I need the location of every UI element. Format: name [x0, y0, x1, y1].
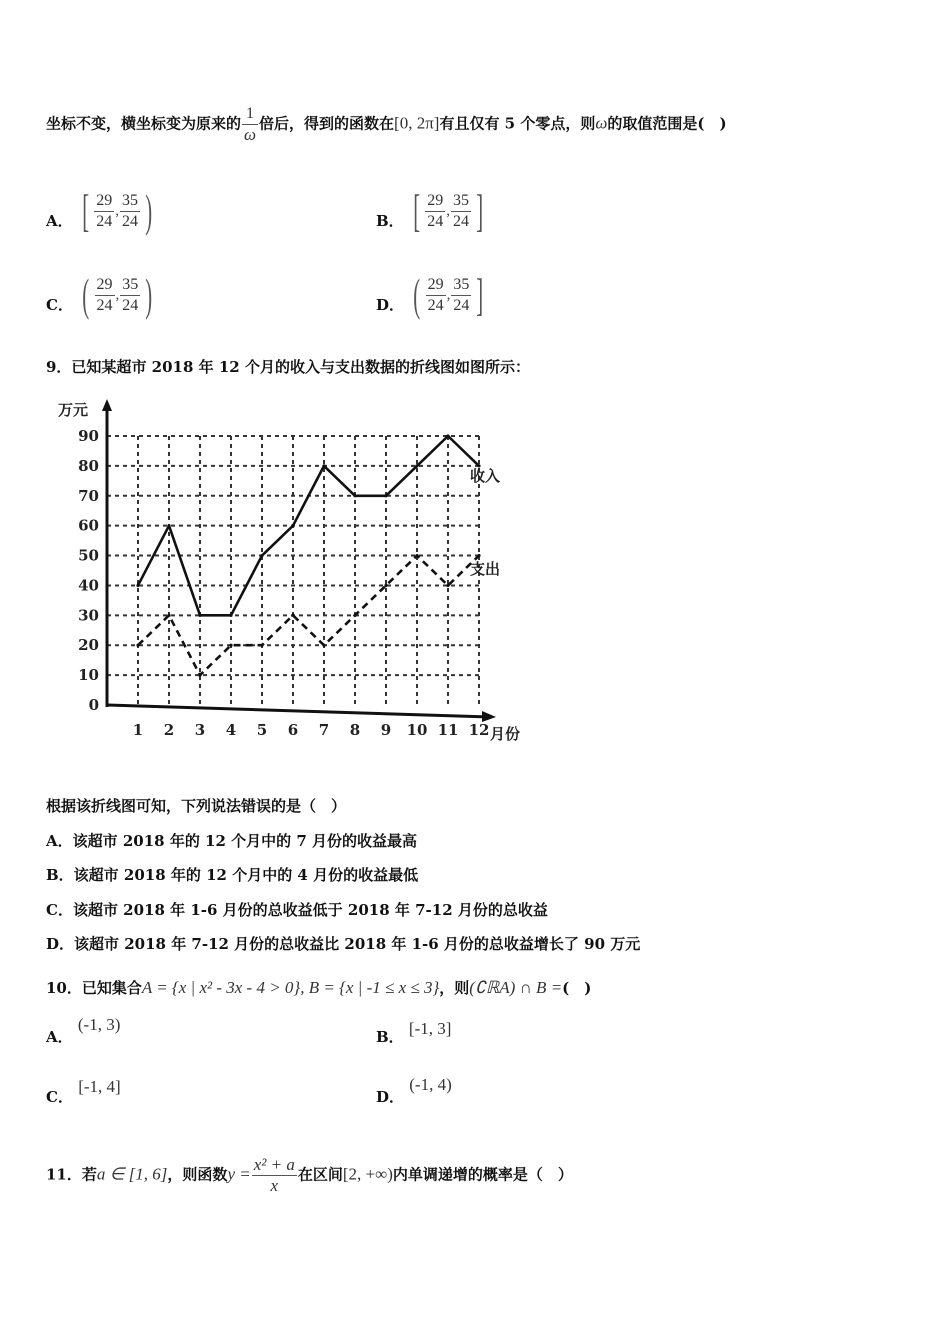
q9-option-b[interactable]: B．该超市 2018 年的 12 个月中的 4 月份的收益最低 — [46, 866, 419, 884]
x-tick-label: 7 — [318, 721, 330, 739]
line-chart — [50, 393, 540, 753]
q8-fraction: $\frac{1}{\omega}$ — [244, 105, 257, 144]
point-expense — [477, 554, 480, 557]
point-income — [415, 464, 418, 467]
y-tick-label: 30 — [78, 606, 99, 625]
point-income — [260, 554, 263, 557]
point-income — [198, 614, 201, 617]
series-label-income: 收入 — [470, 467, 501, 485]
q10-option-b[interactable]: B． [-1, 3] — [376, 1019, 452, 1046]
y-tick-label: 70 — [78, 486, 99, 505]
point-income — [384, 494, 387, 497]
y-axis-arrow — [102, 399, 112, 411]
point-expense — [415, 554, 418, 557]
q9-option-a[interactable]: A．该超市 2018 年的 12 个月中的 7 月份的收益最高 — [46, 832, 418, 850]
point-expense — [384, 584, 387, 587]
point-expense — [136, 644, 139, 647]
q11-condition: a ∈ [1, 6] — [96, 1164, 168, 1184]
q9-question: 根据该折线图可知，下列说法错误的是（ ） — [46, 797, 347, 815]
q11-fraction: $\frac{\text{x² + a}}{x}$ — [253, 1155, 295, 1195]
y-axis-label: 万元 — [58, 401, 89, 419]
q8-omega: ω — [595, 113, 608, 133]
point-income — [229, 614, 232, 617]
point-expense — [291, 614, 294, 617]
q9-stem: 9．已知某超市 2018 年 12 个月的收入与支出数据的折线图如图所示： — [46, 358, 530, 376]
q8-text-a: 坐标不变，横坐标变为原来的 — [46, 114, 242, 133]
x-tick-label: 6 — [287, 721, 299, 739]
point-income — [136, 584, 139, 587]
q8-interval: [0, 2π] — [394, 113, 440, 133]
x-tick-label: 9 — [380, 721, 392, 739]
x-tick-label: 4 — [225, 721, 237, 739]
point-income — [291, 524, 294, 527]
point-income — [322, 464, 325, 467]
x-tick-label: 5 — [256, 721, 268, 739]
q8-stem — [46, 104, 727, 145]
q10-set-b: , B = {x | -1 ≤ x ≤ 3} — [300, 978, 440, 997]
point-income — [353, 494, 356, 497]
q8-option-b[interactable]: B． [ $\frac{29}{24}$ , $\frac{35}{24}$ ] — [376, 185, 484, 236]
point-expense — [353, 614, 356, 617]
point-income — [167, 524, 170, 527]
q10-option-a[interactable]: A． (-1, 3) — [46, 1015, 121, 1046]
q10-expression: (∁ℝA) ∩ B = — [469, 978, 563, 997]
q10-stem: 10．已知集合A = {x | x² - 3x - 4 > 0}, B = {x | -1 ≤ x ≤ 3}，则(∁ℝA) ∩ B =( ) — [46, 978, 592, 997]
point-income — [446, 434, 449, 437]
y-tick-label: 10 — [78, 666, 99, 685]
q10-option-c[interactable]: C． [-1, 4] — [46, 1077, 121, 1106]
q10-set-a: A = {x | x² - 3x - 4 > 0} — [141, 978, 301, 997]
q8-option-a[interactable]: A． [ $\frac{29}{24}$ , $\frac{35}{24}$ ) — [46, 185, 153, 236]
x-tick-label: 10 — [406, 721, 428, 739]
x-tick-label: 8 — [349, 721, 361, 739]
q11-interval: [2, +∞) — [342, 1164, 393, 1184]
point-expense — [229, 644, 232, 647]
series-label-expense: 支出 — [470, 560, 501, 578]
y-tick-label: 40 — [78, 576, 99, 595]
point-expense — [322, 644, 325, 647]
x-tick-label: 2 — [163, 721, 175, 739]
q9-option-c[interactable]: C．该超市 2018 年 1-6 月份的总收益低于 2018 年 7-12 月份的总收益 — [46, 901, 548, 919]
y-tick-label: 0 — [88, 696, 99, 714]
point-expense — [167, 614, 170, 617]
point-expense — [446, 584, 449, 587]
point-expense — [260, 644, 263, 647]
x-tick-label: 3 — [194, 721, 206, 739]
x-tick-label: 1 — [132, 721, 144, 739]
x-tick-label: 11 — [437, 721, 459, 739]
q8-text-b: 倍后，得到的函数在 — [259, 114, 395, 133]
q9-option-d[interactable]: D．该超市 2018 年 7-12 月份的总收益比 2018 年 1-6 月份的总收益增长了 90 万元 — [46, 935, 641, 953]
q8-text-d: 的取值范围是( ) — [607, 114, 727, 133]
q10-option-d[interactable]: D． (-1, 4) — [376, 1075, 452, 1106]
x-axis — [107, 705, 490, 717]
y-tick-label: 50 — [78, 546, 99, 565]
x-tick-label: 12 — [468, 721, 490, 739]
point-expense — [198, 674, 201, 677]
y-tick-label: 20 — [78, 636, 99, 655]
q8-option-c[interactable]: C． ( $\frac{29}{24}$ , $\frac{35}{24}$ ) — [46, 269, 153, 320]
q8-option-d[interactable]: D． ( $\frac{29}{24}$ , $\frac{35}{24}$ ] — [376, 269, 484, 320]
q8-text-c: 有且仅有 5 个零点，则 — [439, 114, 596, 133]
q11-stem: 11．若a ∈ [1, 6]，则函数y = $\frac{\text{x² + a}}{x}$ 在区间[2, +∞)内单调递增的概率是（ ） — [46, 1155, 573, 1195]
chart-grid — [107, 436, 479, 705]
y-tick-label: 60 — [78, 516, 99, 535]
y-tick-label: 90 — [78, 427, 99, 445]
x-axis-label: 月份 — [490, 725, 521, 743]
y-tick-label: 80 — [78, 456, 99, 475]
